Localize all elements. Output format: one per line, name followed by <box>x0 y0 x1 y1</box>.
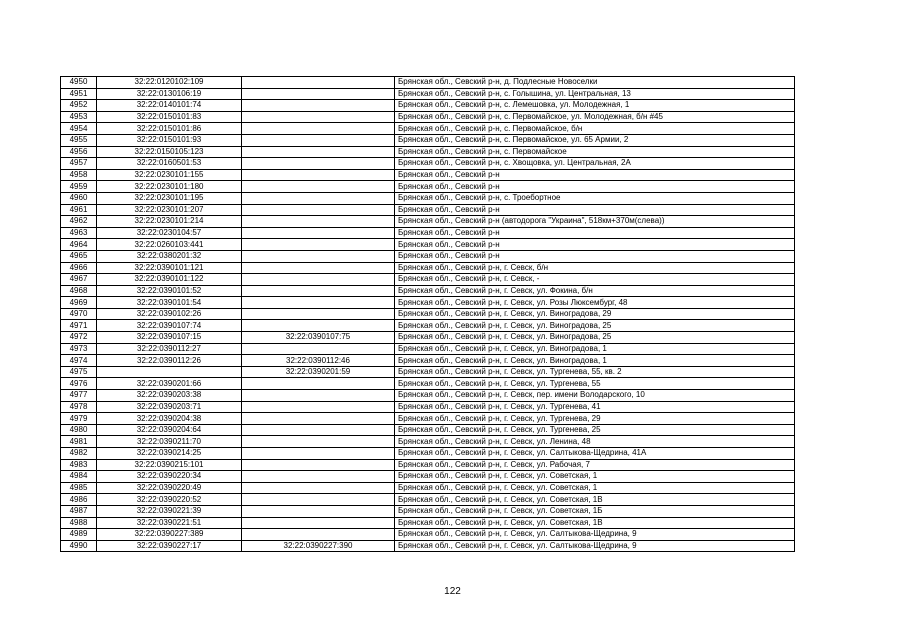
linked-cadastral-number-cell <box>242 77 395 89</box>
linked-cadastral-number-cell <box>242 505 395 517</box>
row-number-cell: 4979 <box>61 413 97 425</box>
table-row <box>61 517 795 529</box>
address-cell: Брянская обл., Севский р-н, г. Севск, ул. Советская, 1 <box>395 471 795 483</box>
address-cell: Брянская обл., Севский р-н, г. Севск, ул. Тургенева, 55, кв. 2 <box>395 366 795 378</box>
linked-cadastral-number-cell <box>242 216 395 228</box>
cadastral-number-cell: 32:22:0390221:51 <box>97 517 242 529</box>
row-number-cell: 4983 <box>61 459 97 471</box>
linked-cadastral-number-cell <box>242 401 395 413</box>
address-cell: Брянская обл., Севский р-н, г. Севск, ул. Тургенева, 25 <box>395 424 795 436</box>
linked-cadastral-number-cell <box>242 146 395 158</box>
linked-cadastral-number-cell <box>242 123 395 135</box>
cadastral-number-cell: 32:22:0390112:26 <box>97 355 242 367</box>
row-number-cell: 4967 <box>61 274 97 286</box>
table-row <box>61 100 795 112</box>
address-cell: Брянская обл., Севский р-н <box>395 250 795 262</box>
cadastral-number-cell: 32:22:0390112:27 <box>97 343 242 355</box>
row-number-cell: 4956 <box>61 146 97 158</box>
table-row <box>61 436 795 448</box>
table-row <box>61 158 795 170</box>
row-number-cell: 4969 <box>61 297 97 309</box>
linked-cadastral-number-cell <box>242 192 395 204</box>
linked-cadastral-number-cell <box>242 517 395 529</box>
address-cell: Брянская обл., Севский р-н, с. Первомайское <box>395 146 795 158</box>
row-number-cell: 4989 <box>61 529 97 541</box>
row-number-cell: 4977 <box>61 390 97 402</box>
cadastral-number-cell: 32:22:0230101:195 <box>97 192 242 204</box>
row-number-cell: 4957 <box>61 158 97 170</box>
table-row <box>61 111 795 123</box>
row-number-cell: 4955 <box>61 134 97 146</box>
linked-cadastral-number-cell <box>242 297 395 309</box>
address-cell: Брянская обл., Севский р-н, г. Севск, ул. Тургенева, 41 <box>395 401 795 413</box>
cadastral-number-cell: 32:22:0390221:39 <box>97 505 242 517</box>
row-number-cell: 4960 <box>61 192 97 204</box>
row-number-cell: 4965 <box>61 250 97 262</box>
linked-cadastral-number-cell <box>242 274 395 286</box>
linked-cadastral-number-cell <box>242 448 395 460</box>
cadastral-number-cell: 32:22:0390204:38 <box>97 413 242 425</box>
row-number-cell: 4985 <box>61 482 97 494</box>
row-number-cell: 4968 <box>61 285 97 297</box>
row-number-cell: 4950 <box>61 77 97 89</box>
linked-cadastral-number-cell <box>242 100 395 112</box>
row-number-cell: 4976 <box>61 378 97 390</box>
table-row <box>61 448 795 460</box>
address-cell: Брянская обл., Севский р-н, г. Севск, ул. Виноградова, 29 <box>395 308 795 320</box>
cadastral-number-cell: 32:22:0390101:52 <box>97 285 242 297</box>
cadastral-number-cell: 32:22:0230101:207 <box>97 204 242 216</box>
linked-cadastral-number-cell <box>242 471 395 483</box>
table-row <box>61 366 795 378</box>
row-number-cell: 4952 <box>61 100 97 112</box>
cadastral-number-cell: 32:22:0150101:86 <box>97 123 242 135</box>
cadastral-number-cell: 32:22:0390107:15 <box>97 332 242 344</box>
row-number-cell: 4971 <box>61 320 97 332</box>
cadastral-number-cell: 32:22:0390211:70 <box>97 436 242 448</box>
linked-cadastral-number-cell: 32:22:0390112:46 <box>242 355 395 367</box>
table-row <box>61 505 795 517</box>
table-row <box>61 285 795 297</box>
linked-cadastral-number-cell <box>242 459 395 471</box>
table-row <box>61 494 795 506</box>
row-number-cell: 4973 <box>61 343 97 355</box>
cadastral-number-cell: 32:22:0230104:57 <box>97 227 242 239</box>
table-row <box>61 540 795 552</box>
row-number-cell: 4982 <box>61 448 97 460</box>
address-cell: Брянская обл., Севский р-н, г. Севск, ул. Советская, 1В <box>395 517 795 529</box>
linked-cadastral-number-cell <box>242 204 395 216</box>
page-number: 122 <box>444 586 461 597</box>
table-row <box>61 390 795 402</box>
linked-cadastral-number-cell <box>242 181 395 193</box>
cadastral-number-cell: 32:22:0130106:19 <box>97 88 242 100</box>
table-row <box>61 134 795 146</box>
table-row <box>61 274 795 286</box>
linked-cadastral-number-cell <box>242 262 395 274</box>
table-row <box>61 320 795 332</box>
table-row <box>61 262 795 274</box>
row-number-cell: 4988 <box>61 517 97 529</box>
address-cell: Брянская обл., Севский р-н, г. Севск, ул. Виноградова, 25 <box>395 332 795 344</box>
address-cell: Брянская обл., Севский р-н, г. Севск, ул. Советская, 1 <box>395 482 795 494</box>
cadastral-number-cell: 32:22:0390107:74 <box>97 320 242 332</box>
row-number-cell: 4962 <box>61 216 97 228</box>
cadastral-number-cell: 32:22:0120102:109 <box>97 77 242 89</box>
row-number-cell: 4972 <box>61 332 97 344</box>
table-row <box>61 529 795 541</box>
table-row <box>61 308 795 320</box>
row-number-cell: 4975 <box>61 366 97 378</box>
address-cell: Брянская обл., Севский р-н, г. Севск, пер. имени Володарского, 10 <box>395 390 795 402</box>
cadastral-number-cell: 32:22:0390101:54 <box>97 297 242 309</box>
cadastral-number-cell: 32:22:0390101:122 <box>97 274 242 286</box>
cadastral-number-cell: 32:22:0390220:49 <box>97 482 242 494</box>
address-cell: Брянская обл., Севский р-н, г. Севск, ул. Фокина, б/н <box>395 285 795 297</box>
address-cell: Брянская обл., Севский р-н, г. Севск, ул. Салтыкова-Щедрина, 9 <box>395 540 795 552</box>
table-row <box>61 88 795 100</box>
linked-cadastral-number-cell <box>242 285 395 297</box>
table-row <box>61 413 795 425</box>
address-cell: Брянская обл., Севский р-н, с. Первомайское, ул. Молодежная, б/н #45 <box>395 111 795 123</box>
address-cell: Брянская обл., Севский р-н, г. Севск, ул. Ленина, 48 <box>395 436 795 448</box>
cadastral-number-cell: 32:22:0390214:25 <box>97 448 242 460</box>
cadastral-number-cell: 32:22:0150101:83 <box>97 111 242 123</box>
linked-cadastral-number-cell <box>242 378 395 390</box>
linked-cadastral-number-cell <box>242 134 395 146</box>
linked-cadastral-number-cell <box>242 424 395 436</box>
table-row <box>61 297 795 309</box>
address-cell: Брянская обл., Севский р-н, с. Хвощовка, ул. Центральная, 2А <box>395 158 795 170</box>
cadastral-number-cell: 32:22:0230101:180 <box>97 181 242 193</box>
table-row <box>61 401 795 413</box>
row-number-cell: 4959 <box>61 181 97 193</box>
row-number-cell: 4986 <box>61 494 97 506</box>
row-number-cell: 4984 <box>61 471 97 483</box>
table-row <box>61 192 795 204</box>
row-number-cell: 4990 <box>61 540 97 552</box>
address-cell: Брянская обл., Севский р-н, с. Голышина, ул. Центральная, 13 <box>395 88 795 100</box>
cadastral-number-cell: 32:22:0260103:441 <box>97 239 242 251</box>
registry-body <box>61 77 795 552</box>
linked-cadastral-number-cell <box>242 482 395 494</box>
row-number-cell: 4974 <box>61 355 97 367</box>
address-cell: Брянская обл., Севский р-н, г. Севск, ул. Советская, 1Б <box>395 505 795 517</box>
cadastral-number-cell: 32:22:0150101:93 <box>97 134 242 146</box>
cadastral-number-cell: 32:22:0160501:53 <box>97 158 242 170</box>
address-cell: Брянская обл., Севский р-н <box>395 169 795 181</box>
cadastral-number-cell: 32:22:0390102:26 <box>97 308 242 320</box>
row-number-cell: 4966 <box>61 262 97 274</box>
address-cell: Брянская обл., Севский р-н (автодорога "Украина", 518км+370м(слева)) <box>395 216 795 228</box>
address-cell: Брянская обл., Севский р-н, г. Севск, ул. Виноградова, 25 <box>395 320 795 332</box>
linked-cadastral-number-cell: 32:22:0390227:390 <box>242 540 395 552</box>
row-number-cell: 4953 <box>61 111 97 123</box>
linked-cadastral-number-cell <box>242 158 395 170</box>
linked-cadastral-number-cell <box>242 320 395 332</box>
row-number-cell: 4951 <box>61 88 97 100</box>
linked-cadastral-number-cell <box>242 343 395 355</box>
cadastral-number-cell: 32:22:0390201:66 <box>97 378 242 390</box>
table-row <box>61 343 795 355</box>
address-cell: Брянская обл., Севский р-н <box>395 181 795 193</box>
table-row <box>61 355 795 367</box>
address-cell: Брянская обл., Севский р-н, г. Севск, ул. Тургенева, 55 <box>395 378 795 390</box>
cadastral-number-cell: 32:22:0390220:34 <box>97 471 242 483</box>
table-row <box>61 239 795 251</box>
address-cell: Брянская обл., Севский р-н, г. Севск, ул. Советская, 1В <box>395 494 795 506</box>
linked-cadastral-number-cell <box>242 250 395 262</box>
table-row <box>61 332 795 344</box>
address-cell: Брянская обл., Севский р-н, с. Первомайское, ул. 65 Армии, 2 <box>395 134 795 146</box>
row-number-cell: 4958 <box>61 169 97 181</box>
cadastral-number-cell: 32:22:0380201:32 <box>97 250 242 262</box>
address-cell: Брянская обл., Севский р-н, г. Севск, ул. Виноградова, 1 <box>395 343 795 355</box>
cadastral-number-cell: 32:22:0390203:38 <box>97 390 242 402</box>
linked-cadastral-number-cell <box>242 436 395 448</box>
cadastral-number-cell: 32:22:0390227:389 <box>97 529 242 541</box>
property-registry-table <box>60 76 795 552</box>
table-row <box>61 424 795 436</box>
row-number-cell: 4981 <box>61 436 97 448</box>
row-number-cell: 4987 <box>61 505 97 517</box>
linked-cadastral-number-cell <box>242 390 395 402</box>
linked-cadastral-number-cell <box>242 529 395 541</box>
linked-cadastral-number-cell <box>242 88 395 100</box>
cadastral-number-cell: 32:22:0390204:64 <box>97 424 242 436</box>
row-number-cell: 4978 <box>61 401 97 413</box>
cadastral-number-cell: 32:22:0390101:121 <box>97 262 242 274</box>
address-cell: Брянская обл., Севский р-н, с. Троебортное <box>395 192 795 204</box>
row-number-cell: 4954 <box>61 123 97 135</box>
address-cell: Брянская обл., Севский р-н, г. Севск, ул. Виноградова, 1 <box>395 355 795 367</box>
cadastral-number-cell: 32:22:0390203:71 <box>97 401 242 413</box>
table-row <box>61 250 795 262</box>
linked-cadastral-number-cell <box>242 169 395 181</box>
table-row <box>61 227 795 239</box>
cadastral-number-cell: 32:22:0230101:214 <box>97 216 242 228</box>
cadastral-number-cell: 32:22:0390215:101 <box>97 459 242 471</box>
address-cell: Брянская обл., Севский р-н, г. Севск, ул. Рабочая, 7 <box>395 459 795 471</box>
address-cell: Брянская обл., Севский р-н <box>395 204 795 216</box>
address-cell: Брянская обл., Севский р-н, г. Севск, б/н <box>395 262 795 274</box>
address-cell: Брянская обл., Севский р-н <box>395 227 795 239</box>
linked-cadastral-number-cell: 32:22:0390107:75 <box>242 332 395 344</box>
cadastral-number-cell: 32:22:0390220:52 <box>97 494 242 506</box>
address-cell: Брянская обл., Севский р-н, г. Севск, ул. Салтыкова-Щедрина, 41А <box>395 448 795 460</box>
row-number-cell: 4964 <box>61 239 97 251</box>
table-row <box>61 169 795 181</box>
cadastral-number-cell: 32:22:0140101:74 <box>97 100 242 112</box>
cadastral-number-cell: 32:22:0390227:17 <box>97 540 242 552</box>
linked-cadastral-number-cell <box>242 239 395 251</box>
address-cell: Брянская обл., Севский р-н, д. Подлесные Новоселки <box>395 77 795 89</box>
address-cell: Брянская обл., Севский р-н, г. Севск, - <box>395 274 795 286</box>
table-row <box>61 77 795 89</box>
row-number-cell: 4961 <box>61 204 97 216</box>
table-row <box>61 378 795 390</box>
address-cell: Брянская обл., Севский р-н, г. Севск, ул. Тургенева, 29 <box>395 413 795 425</box>
row-number-cell: 4963 <box>61 227 97 239</box>
row-number-cell: 4980 <box>61 424 97 436</box>
linked-cadastral-number-cell: 32:22:0390201:59 <box>242 366 395 378</box>
linked-cadastral-number-cell <box>242 413 395 425</box>
table-row <box>61 181 795 193</box>
table-row <box>61 216 795 228</box>
table-row <box>61 146 795 158</box>
linked-cadastral-number-cell <box>242 308 395 320</box>
table-row <box>61 459 795 471</box>
address-cell: Брянская обл., Севский р-н, с. Первомайское, б/н <box>395 123 795 135</box>
table-row <box>61 471 795 483</box>
linked-cadastral-number-cell <box>242 494 395 506</box>
address-cell: Брянская обл., Севский р-н, с. Лемешовка, ул. Молодежная, 1 <box>395 100 795 112</box>
table-row <box>61 204 795 216</box>
linked-cadastral-number-cell <box>242 227 395 239</box>
table-row <box>61 482 795 494</box>
address-cell: Брянская обл., Севский р-н, г. Севск, ул. Салтыкова-Щедрина, 9 <box>395 529 795 541</box>
cadastral-number-cell: 32:22:0150105:123 <box>97 146 242 158</box>
cadastral-number-cell: 32:22:0230101:155 <box>97 169 242 181</box>
address-cell: Брянская обл., Севский р-н, г. Севск, ул. Розы Люксембург, 48 <box>395 297 795 309</box>
table-row <box>61 123 795 135</box>
row-number-cell: 4970 <box>61 308 97 320</box>
address-cell: Брянская обл., Севский р-н <box>395 239 795 251</box>
cadastral-number-cell <box>97 366 242 378</box>
linked-cadastral-number-cell <box>242 111 395 123</box>
